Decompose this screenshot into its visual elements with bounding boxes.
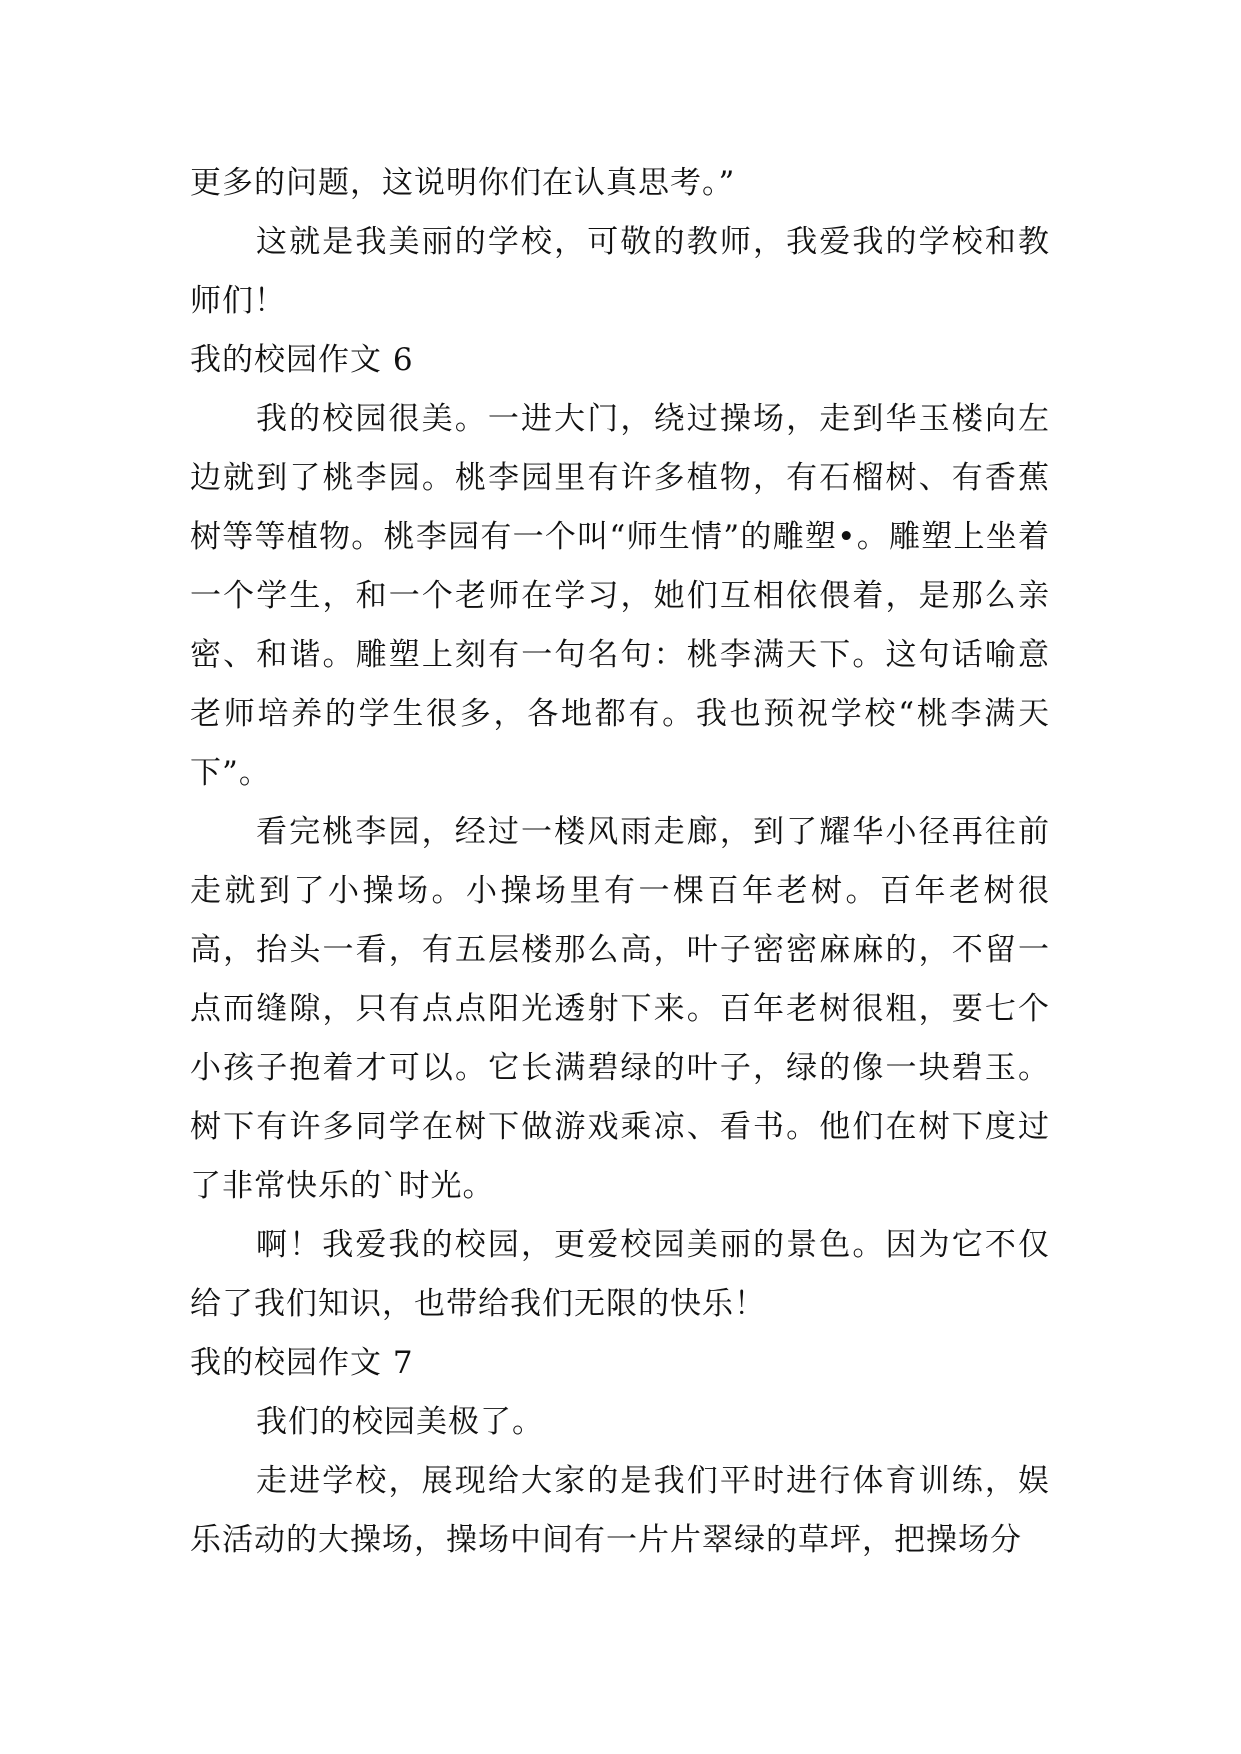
section-heading: 我的校园作文 7 <box>190 1345 414 1381</box>
section-heading: 我的校园作文 6 <box>190 342 414 378</box>
paragraph: 我们的校园美极了。 <box>256 1404 544 1440</box>
paragraph: 这就是我美丽的学校，可敬的教师，我爱我的学校和教师们！ <box>190 224 1050 319</box>
paragraph: 啊！我爱我的校园，更爱校园美丽的景色。因为它不仅给了我们知识，也带给我们无限的快乐！ <box>190 1227 1050 1322</box>
document-body <box>190 154 1050 1570</box>
paragraph-continuation: 更多的问题，这说明你们在认真思考。” <box>190 165 736 201</box>
paragraph: 走进学校，展现给大家的是我们平时进行体育训练，娱乐活动的大操场，操场中间有一片片翠绿的草坪，把操场分 <box>190 1463 1050 1558</box>
paragraph: 看完桃李园，经过一楼风雨走廊，到了耀华小径再往前走就到了小操场。小操场里有一棵百年老树。百年老树很高，抬头一看，有五层楼那么高，叶子密密麻麻的，不留一点而缝隙，只有点点阳光透射下来。百年老树很粗，要七个小孩子抱着才可以。它长满碧绿的叶子，绿的像一块碧玉。树下有许多同学在树下做游戏乘凉、看书。他们在树下度过了非常快乐的`时光。 <box>190 814 1050 1204</box>
paragraph: 我的校园很美。一进大门，绕过操场，走到华玉楼向左边就到了桃李园。桃李园里有许多植物，有石榴树、有香蕉树等等植物。桃李园有一个叫“师生情”的雕塑•。雕塑上坐着一个学生，和一个老师在学习，她们互相依偎着，是那么亲密、和谐。雕塑上刻有一句名句：桃李满天下。这句话喻意老师培养的学生很多，各地都有。我也预祝学校“桃李满天下”。 <box>190 401 1050 791</box>
